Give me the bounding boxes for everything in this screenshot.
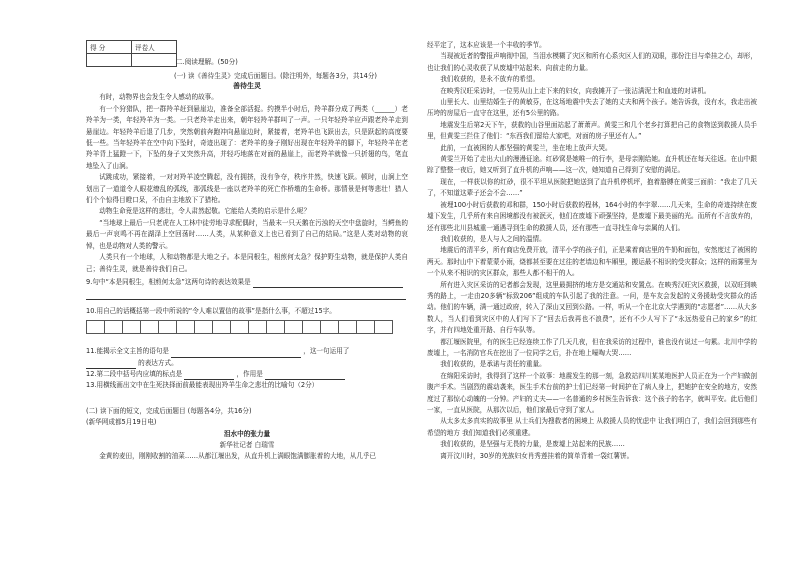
grader-label: 评卷人 [132,41,177,54]
part2-instructions: (二) 读下面的短文，完成后面题目 (每题各4分，共16分) [86,406,252,415]
question-10: 10.用自己的话概括第一段中所说的“令人难以置信的故事”是指什么事，不超过15字。 [86,306,336,315]
paragraph: 当现被近者的警报声响彻中国，当泪水模糊了灾区和所有心系灾区人们的双眼，那份注目与牵挂之心，却形，也让我们的心灵收获了从废墟中站起来、向前走的力量。 [427,52,757,72]
paragraph: 被埋100小时后获救的邓和群，150小时后获救的程林，164小时的李宇翠……几天来，生命的奇迹持续在废墟下发生，几乎所有来自困境都没有被泯灭，他们在废墟下顽强坚持，是废墟下最美丽的光。而所有不言放弃的，还有那些北川县城重一通遇寻到生命的救援人员，还有那些一直寻找生命与亲属的人们。 [427,200,757,232]
part2-source: (新华网成都5月19日电) [86,418,157,427]
paragraph: 我们收获的，是永不放弃的希望。 [440,75,540,84]
paragraph: 有一个狩猎队，把一群羚羊赶到悬崖边，准备全部活捉。约摸半小时后，羚羊群分成了两类（______）老羚羊为一类，年轻羚羊为一类。一只老羚羊走出来，朝年轻羚羊群叫了一声。一只年轻羚羊应声跟老羚羊走到悬崖边。年轻羚羊后退了几步，突然朝前奔跑冲向悬崖边时，紧接着，老羚羊也飞跃出去，只是跃起的高度要低一些。当年轻羚羊在空中向下坠时，奇迹出现了：老羚羊的身子刚好出现在年轻羚羊的脚下，年轻羚羊在老羚羊背上猛蹬一下，下坠的身子又突然升高，并轻巧地落在对面的悬崖上，而老羚羊就像一只折翅的鸟，笔直地坠入了山涧。 [86,104,408,170]
paragraph: 从太多太多真实的故事里 从士兵们为搜救者的困境上 从救援人员的忧虑中 让我们明白了，我们会回到那些有希望的地方 我们知道我们必须重建。 [427,417,757,437]
part2-byline: 新华社记者 白瑞雪 [219,440,275,449]
question-13: 13.用横线画出文中在生死抉择面前最能表现出羚羊生命之悲壮的比喻句（2分） [86,381,319,390]
right-column [427,40,757,545]
question-12: 12.第二段中括号内应填的标点是 [86,369,183,378]
paragraph: 地震发生后第2天下午，获救的山谷里面站起了萧萧声。黄雯三和几个老乡打算把自己的食物送到救援人员手里，但黄雯三拦住了他们：“东西我们留给大家吧，对面的房子里还有人。” [427,120,757,141]
paragraph: 人类只有一个地球，人和动物都是大地之子。本是同根生，相煎何太急？保护野生动物，就是保护人类自己；善待生灵，就是善待我们自己。 [86,253,408,273]
paragraph: 所有进入灾区采访的记者都会发现，这里最拥挤的地方是交通站和安置点。在映秀汉旺灾区救援，以双旺到映秀的路上，一走由20多辆“标致206”组成的车队引起了我的注意。一问，是车友会发起的义务援助受灾群众的活动。他们的车辆，满一通过政府，转入了深山又回到公路。一样，听从一个在北京大学遇到的“志愿者”……从大多数人，当人们看到灾区中的人们写下了“回去后我再也不浪费”，还有不少人写下了“永远热爱自己的家乡”的红字，并有四地处重开路、自行车队等。 [427,280,757,335]
section-heading: 二.阅读理解。(50分) [176,58,238,66]
quote-paragraph: “当地球上最后一只老虎在人工林中徒劳地寻求配偶时，当最末一只天鹅在污浊的天空中盘旋时，当鳄鱼的最后一声哀鸣不再在湖泽上空回荡时……人类，从某种意义上也已看到了自己的结局。”这是人类对动物的哀悼，也是动物对人类的警示。 [86,218,408,250]
answer-grid-10[interactable] [86,320,393,334]
paragraph: 经平定了，这本应该是一个丰收的季节。 [427,41,546,49]
answer-line-11a[interactable] [171,357,301,358]
paragraph: 离开汶川时，30岁的羌族妇女肖秀莲挂着的简单背着一袋红薯饼。 [440,451,634,460]
article-title: 善待生灵 [233,82,261,90]
paragraph: 黄雯兰开始了走出大山的漫漫征途。红砂窝是她唯一的行李，是母亲刚给她。直升机还在每天往返。在山中跟踪了整整一夜后，她又听到了直升机的声响——这一次，她知道自己得到了安慰的满足。 [427,155,757,175]
paragraph: 此前，一直被困的人都坚强的黄雯兰，坐在地上放声大哭。 [440,143,612,152]
part1-instructions: (一) 读《善待生灵》完成后面题目。(除注明外，每题各3分，共14分) [174,72,378,80]
paragraph: 试跳成功，紧接着，一对对羚羊凌空腾起，没有拥挤，没有争夺，秩序井然，快速飞跃。顿时，山涧上空划出了一道道令人眼花缭乱的弧线，那弧线是一座以老羚羊的死亡作桥墩的生命桥。那情景是何等悲壮！猎人们个个惊得目瞪口呆，不由自主地放下了猎枪。 [86,173,408,205]
paragraph: 有时，动物界也会发生令人感动的故事。 [99,93,218,102]
answer-line-9b[interactable] [86,299,406,300]
paragraph: 我们收获的，是承诺与责任的重量。 [440,360,546,369]
paragraph: 动物生命竟是这样的悲壮，令人肃然起敬。它能给人类的启示是什么呢？ [99,207,311,216]
grader-cell[interactable] [132,54,177,67]
left-column: 得 分 评卷人 二.阅读理解。(50分) (一) 读《善待生灵》完成后面题目。(除注明外，每题各3分，共14分) 善待生灵 有时，动物界也会发生令人感动的故事。 有一个狩猎队，把一群羚羊赶到悬崖边，准备全部活捉。约摸半小时后，羚羊群分成了两类（______）老羚羊为一类，年轻羚羊为一类。一只老羚羊走出来，朝年轻羚羊群叫了一声。一只年轻羚羊应声跟老羚羊走到悬崖边。年轻羚羊后退了几步，突然朝前奔跑冲向悬崖边时，紧接着，老羚羊也飞跃出去，只是跃起的高度要低一些。当年轻羚羊在空中向下坠时，奇迹出现了：老羚羊的身子刚好出现在年轻羚羊的脚下，年轻羚羊在老羚羊背上猛蹬一下，下坠的身子又突然升高，并轻巧地落在对面的悬崖上，而老羚羊就像一只折翅的鸟，笔直地坠入了山涧。 试跳成功，紧接着，一对对羚羊凌空腾起，没有拥挤，没有争夺，秩序井然，快速飞跃。顿时，山涧上空划出了一道道令人眼花缭乱的弧线，那弧线是一座以老羚羊的死亡作桥墩的生命桥。那情景是何等悲壮！猎人们个个惊得目瞪口呆，不由自主地放下了猎枪。 动物生命竟是这样的悲壮，令人肃然起敬。它能给人类的启示是什么呢？ “当地球上最后一只老虎在人工林中徒劳地寻求配偶时，当最末一只天鹅在污浊的天空中盘旋时，当鳄鱼的最后一声哀鸣不再在湖泽上空回荡时……人类，从某种意义上也已看到了自己的结局。”这是人类对动物的哀悼，也是动物对人类的警示。 人类只有一个地球，人和动物都是大地之子。本是同根生，相煎何太急？保护野生动物，就是保护人类自己；善待生灵，就是善待我们自己。 9.句中“本是同根生，相煎何太急”这两句诗的表达效果是 10.用自己的话概括第一段中所说的“令人难以置信的故事”是指什么事，不超过15字。 11.能揭示全文主旨的语句是 ，这一句运用了 的表达方式。 12.第二段中括号内应填的标点是 ，作用是 13.用横线画出文中在生死抉择面前最能表现出羚羊生命之悲壮的比喻句（2分） (二) 读下面的短文，完成后面题目 (每题各4分，共16分) (新华网成都5月19日电) 泪水中的张力量 新华社记者 白瑞雪 金黄的麦田，刚刚收割的油菜……从都江堰出发，从直升机上满眼饱满膨胀着的大地，从几乎已 [86,40,408,540]
score-table [86,40,177,67]
paragraph: 我们收获的，是人与人之间的温情。 [440,234,546,243]
part2-title: 泪水中的张力量 [223,429,271,438]
paragraph: 在绵阳采访时，我得到了这样一个故事：地震发生的那一刻，急救站四川某某地医护人员正在为一个产妇做剖腹产手术。当剧烈的震动袭来，医生手术台前的护士们已经第一时间护在了病人身上，把她护在安全的地方，安然度过了那惊心动魄的一分钟。产妇的丈夫——一名普通的乡村医生告诉我：这个孩子的名字，就叫平安。此后他们一家，一直从医院，从那次以后，他们家最后守到了家人。 [427,371,757,414]
paragraph: 山里长大、山里结婚生子的黄敏芬，在这场地震中失去了她的丈夫和两个孩子。她告诉我，没有水，我走出被压垮的房屋后一直守在这里，还有5公里的路。 [427,98,757,118]
question-9: 9.句中“本是同根生，相煎何太急”这两句诗的表达效果是 [86,277,251,286]
score-label: 得 分 [87,41,132,54]
paragraph: 我们收获的，是坚强与无畏的力量，是废墟上站起来的民族…… [440,440,625,449]
paragraph: 地震后的清平乡，所有商店免费开放，清平小学的孩子们，正是乘着商店里的牛奶和面包，安然度过了被困的两天。那时山中下着蒙蒙小雨，烧都甚至要在过往的老墙边和车厢里，搬运最不相识的受灾群众；这样的雨雾里为一个从来不相识的灾区群众，那些人都不相干的人。 [427,246,757,278]
paragraph: 在映秀汉旺采访时，一位男从山上走下来的妇女，向我摊开了一张沾满泥土和血迹的对讲机。 [440,86,711,95]
part2-first-paragraph: 金黄的麦田，刚刚收割的油菜……从都江堰出发，从直升机上满眼饱满膨胀着的大地，从几乎已 [99,452,377,461]
paragraph: 现在，一样获以你的红砂，很不平坦从医院把她送到了直升机停机坪，抱着胳膊在黄雯三面前：“我走了几天了，不知道这辈子还会不会……” [427,177,757,198]
paragraph: 都江堰医院里，有的医生已经连续工作了几天几夜，但在我采访的过程中，谁也没有说过一句累。北川中学的废墟上，一名消防官兵在挖出了一位同学之后，扑在地上嚎啕大哭…… [427,337,757,357]
question-11: 11.能揭示全文主旨的语句是 [86,347,170,356]
score-cell[interactable] [87,54,132,67]
